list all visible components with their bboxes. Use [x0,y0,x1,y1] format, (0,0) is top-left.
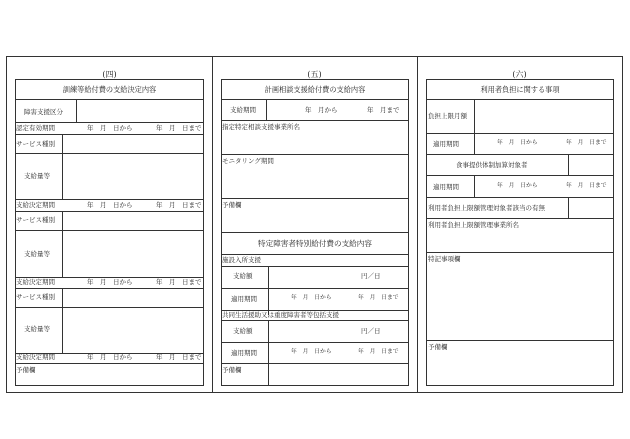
decision-period-to-1: 年 月 日まで [156,201,202,209]
meal-apply-to: 年 月 日まで [566,183,607,189]
decision-period-from-1: 年 月 日から [87,201,133,209]
service-type-label-3: サービス種別 [16,293,55,301]
facility-amount-label: 支給額 [233,272,253,280]
facility-support-label: 施設入所支援 [222,256,261,264]
panel6-title: 利用者負担に関する事項 [480,85,560,94]
decision-period-to-2: 年 月 日まで [156,278,202,286]
meal-apply-label: 適用期間 [433,183,459,191]
special-notes-label: 特記事項欄 [428,255,461,263]
panel5-title: 計画相談支援給付費の支給内容 [264,85,366,94]
service-type-label-2: サービス種別 [16,216,55,224]
panel-divider-right [417,56,418,393]
group-apply-to: 年 月 日まで [358,349,399,355]
decision-period-from-2: 年 月 日から [87,278,133,286]
cert-period-label: 認定有効期間 [16,124,55,132]
meal-apply-from: 年 月 日から [497,183,538,189]
decision-period-from-3: 年 月 日から [87,353,133,361]
amount-label-1: 支給量等 [24,172,50,180]
panel5-number: (五) [307,70,322,79]
panel6-number: (六) [512,70,527,79]
special-benefit-title: 特定障害者特別給付費の支給内容 [258,239,372,248]
facility-yen-per-day: 円／日 [361,272,381,280]
designated-office-label: 指定特定相談支援事業所名 [222,123,300,131]
facility-apply-from: 年 月 日から [291,295,332,301]
decision-period-to-3: 年 月 日まで [156,353,202,361]
panel5-remarks-label: 予備欄 [222,201,242,209]
group-apply-label: 適用期間 [231,349,257,357]
monitoring-label: モニタリング期間 [222,157,274,165]
decision-period-label-1: 支給決定期間 [16,201,55,209]
panel4-number: (四) [102,70,117,79]
group-yen-per-day: 円／日 [361,327,381,335]
decision-period-label-2: 支給決定期間 [16,278,55,286]
panel5-remarks-label-2: 予備欄 [222,366,242,374]
cap-office-label: 利用者負担上限額管理事業所名 [428,221,519,229]
facility-apply-label: 適用期間 [231,295,257,303]
disability-class-label: 障害支援区分 [24,108,63,116]
decision-period-label-3: 支給決定期間 [16,353,55,361]
cap-management-label: 利用者負担上限額管理対象者該当の有無 [428,204,545,212]
facility-apply-to: 年 月 日まで [358,295,399,301]
cert-period-to: 年 月 日まで [156,124,202,132]
group-home-label: 共同生活援助又は重度障害者等包括支援 [222,311,339,319]
amount-label-2: 支給量等 [24,250,50,258]
group-amount-label: 支給額 [233,327,253,335]
panel4-title: 訓練等給付費の支給決定内容 [62,85,157,94]
cap-apply-to: 年 月 日まで [566,140,607,146]
service-type-label-1: サービス種別 [16,140,55,148]
monthly-cap-label: 負担上限月額 [428,112,467,120]
group-apply-from: 年 月 日から [291,349,332,355]
panel6-remarks-label: 予備欄 [428,343,448,351]
amount-label-3: 支給量等 [24,325,50,333]
cap-apply-label: 適用期間 [433,140,459,148]
cap-apply-from: 年 月 日から [497,140,538,146]
meal-addition-label: 食事提供体制加算対象者 [456,161,528,169]
cert-period-from: 年 月 日から [87,124,133,132]
pay-period-to: 年 月まで [367,106,400,114]
panel-divider-left [212,56,213,393]
pay-period-from: 年 月から [305,106,338,114]
panel4-remarks-label: 予備欄 [16,366,36,374]
pay-period-label: 支給期間 [230,106,256,114]
